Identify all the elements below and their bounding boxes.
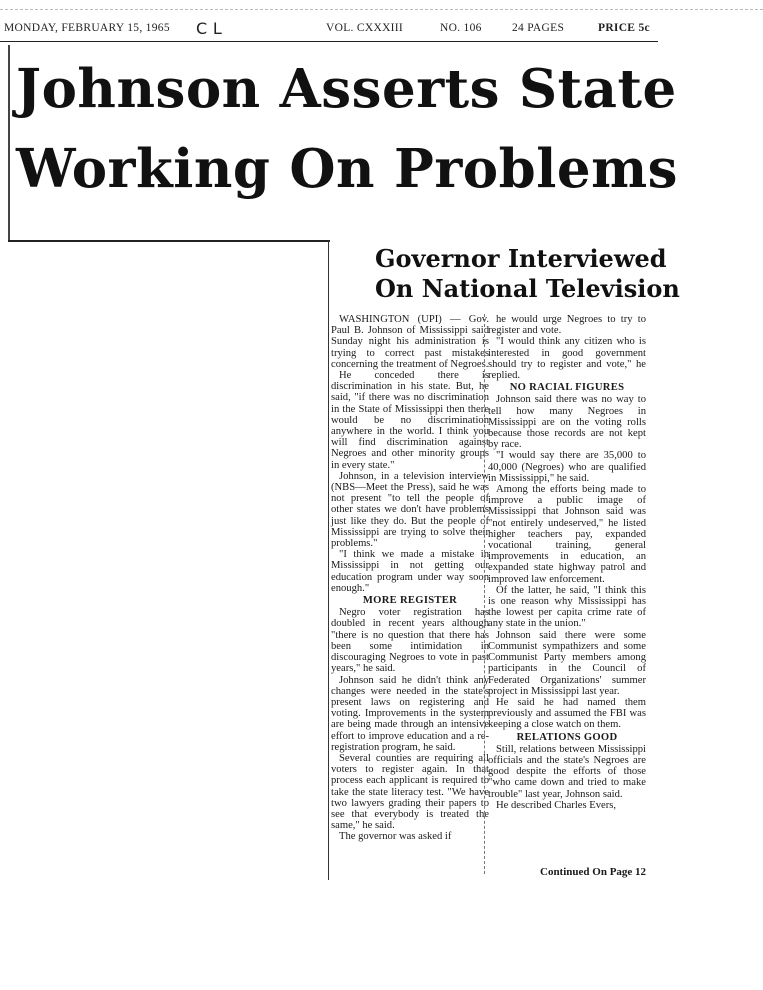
article-paragraph: He conceded there is discrimination in his state. But, he said, "if there was no discrimination in the State of Mississippi then there would be no discrimination anywhere in the world. I think you will find discrimination against Negroes and other minority groups in every state.": [331, 370, 489, 471]
issue-date: MONDAY, FEBRUARY 15, 1965: [4, 22, 170, 34]
subheadline-line-2: On National Television: [375, 274, 680, 303]
volume-number: VOL. CXXXIII: [326, 22, 404, 34]
issue-number: NO. 106: [440, 22, 482, 34]
section-subhead: NO RACIAL FIGURES: [509, 382, 625, 394]
subheadline-line-1: Governor Interviewed: [375, 244, 667, 273]
article-paragraph: "I would say there are 35,000 to 40,000 (Negroes) who are qualified in Mississippi," he said.: [488, 450, 646, 484]
column-left-rule: [328, 240, 329, 880]
article-paragraph: Johnson said there was no way to tell how many Negroes in Mississippi are on the voting rolls because those records are not kept by race.: [488, 394, 646, 451]
article-paragraph: Still, relations between Mississippi officials and the state's Negroes are good despite the efforts of those "who came down and tried to make trouble" last year, Johnson said.: [488, 743, 646, 800]
headline-line-2: Working On Problems: [16, 138, 678, 200]
article-paragraph: Of the latter, he said, "I think this is one reason why Mississippi has the lowest per capita crime rate of any state in the union.": [488, 584, 646, 630]
article-paragraph: Johnson said there were some Communist sympathizers and some Communist Party members among participants in the Council of Federated Organizations' summer project in Mississippi last year.: [488, 629, 646, 697]
article-paragraph: The governor was asked if: [339, 831, 452, 843]
article-paragraph: He said he had named them previously and assumed the FBI was keeping a close watch on them.: [488, 696, 646, 731]
article-paragraph: Several counties are requiring all voters to register again. In that process each applicant is required to take the state literacy test. "We have two lawyers grading their papers to see that everybody is treated the same," he said.: [331, 752, 489, 832]
section-subhead: RELATIONS GOOD: [516, 731, 618, 743]
handwritten-initials: C L: [196, 19, 223, 38]
scan-edge-line: [0, 9, 763, 10]
article-paragraph: He described Charles Evers,: [496, 799, 617, 811]
clipping-left-border: [8, 45, 10, 240]
dateline-rule: [0, 41, 658, 42]
headline-line-1: Johnson Asserts State: [16, 58, 677, 120]
article-paragraph: he would urge Negroes to try to register and vote.: [488, 314, 646, 337]
article-paragraph: Johnson, in a television interview (NBS—Meet the Press), said he was not present "to tell the people of other states we don't have problems just like they do. But the people of Mississippi are trying to solve their problems.": [331, 470, 489, 550]
article-column-1: [331, 314, 489, 843]
article-paragraph: "I think we made a mistake in Mississippi in not getting our education program under way soon enough.": [331, 549, 489, 594]
section-subhead: MORE REGISTER: [362, 595, 458, 607]
article-paragraph: Negro voter registration has doubled in recent years although "there is no question that there has been some intimidation in discouraging Negroes to vote in past years," he said.: [331, 607, 489, 675]
article-paragraph: Johnson said he didn't think any changes were needed in the state's present laws on registering and voting. Improvements in the system are being made through an intensive effort to improve education and a re-registration program, he said.: [331, 674, 489, 753]
column-gutter-rule: [484, 314, 486, 874]
article-paragraph: "I would think any citizen who is interested in good government should try to register and vote," he replied.: [488, 336, 646, 382]
article-paragraph: WASHINGTON (UPI) — Gov. Paul B. Johnson of Mississippi said Sunday night his administration is trying to correct past mistakes concerning the treatment of Negroes.: [331, 314, 489, 370]
continued-line: Continued On Page 12: [540, 866, 647, 878]
dateline: [4, 19, 656, 38]
article-column-2: [488, 314, 646, 811]
article-paragraph: Among the efforts being made to improve a public image of Mississippi that Johnson said was "not entirely undeserved," he listed higher teachers pay, expanded vocational training, general improvements in education, an expanded state highway patrol and improved law enforcement.: [488, 484, 646, 585]
page-count: 24 PAGES: [512, 22, 565, 34]
issue-price: PRICE 5c: [598, 22, 650, 34]
headline-bottom-rule: [8, 240, 330, 242]
